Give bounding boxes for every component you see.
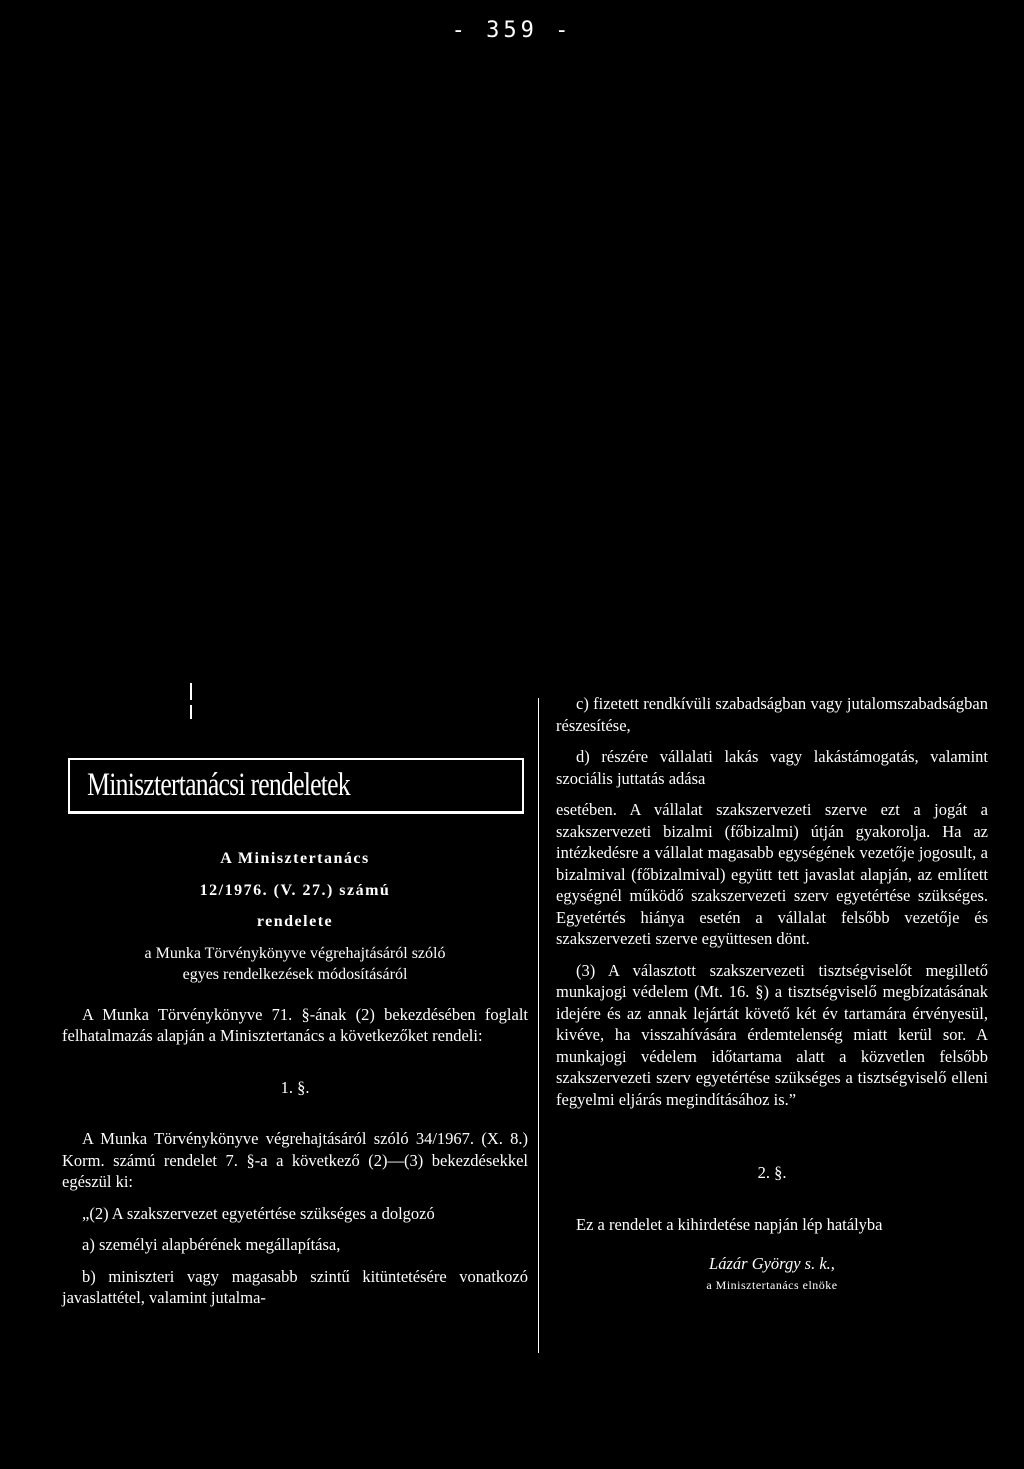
decree-subtitle-line2: egyes rendelkezések módosításáról	[182, 966, 408, 983]
signature-name: Lázár György s. k.,	[709, 1254, 835, 1273]
column-divider	[538, 698, 539, 1353]
section2-heading: 2. §.	[757, 1163, 787, 1182]
decree-type: rendelete	[256, 913, 334, 930]
preamble-paragraph: A Munka Törvénykönyve 71. §-ának (2) bekezdésében foglalt felhatalmazás alapján a Minisztertanács a következőket rendeli:	[62, 1004, 528, 1045]
quote-start: „(2) A szakszervezet egyetértése szükséges a dolgozó	[82, 1203, 435, 1223]
item-d: d) részére vállalati lakás vagy lakástámogatás, valamint szociális juttatás adása	[556, 747, 988, 788]
signature-title: a Minisztertanács elnöke	[706, 1277, 838, 1292]
right-column	[556, 693, 988, 1296]
item-a: a) személyi alapbérének megállapítása,	[82, 1235, 341, 1254]
left-column	[62, 848, 528, 1309]
section2-text: Ez a rendelet a kihirdetése napján lép hatályba	[576, 1214, 883, 1234]
decree-subtitle-line1: a Munka Törvénykönyve végrehajtásáról szóló	[144, 944, 446, 962]
page-number: - 359 -	[451, 18, 573, 43]
section1-intro: A Munka Törvénykönyve végrehajtásáról szóló 34/1967. (X. 8.) Korm. számú rendelet 7. §-a a következő (2)—(3) bekezdésekkel egészül ki:	[62, 1129, 528, 1191]
section-title: Minisztertanácsi rendeletek	[87, 767, 350, 803]
section-header-box	[68, 758, 524, 814]
section1-heading: 1. §.	[280, 1077, 310, 1097]
item-c: c) fizetett rendkívüli szabadságban vagy jutalomszabadságban részesítése,	[556, 694, 988, 735]
decree-issuer: A Minisztertanács	[220, 850, 370, 867]
item-b: b) miniszteri vagy magasabb szintű kitüntetésére vonatkozó javaslattétel, valamint jutalma-	[62, 1266, 528, 1307]
paragraph-3: (3) A választott szakszervezeti tisztségviselőt megillető munkajogi védelem (Mt. 16. §) a tisztségviselő megbízatásának idejére és az annak lejártát követő két év tartamára érvényesül, kivéve, ha visszahívására érdemtelenség miatt kerül sor. A munkajogi védelem időtartama alatt a közvetlen felsőbb szakszervezeti szerv egyetértése szükséges a tisztségviselő elleni fegyelmi eljárás megindításához is.”	[556, 960, 988, 1109]
margin-marks	[190, 683, 192, 743]
decree-number: 12/1976. (V. 27.) számú	[199, 881, 391, 899]
case-paragraph: esetében. A vállalat szakszervezeti szerve ezt a jogát a szakszervezeti bizalmi (főbizalmi) útján gyakorolja. Ha az intézkedésre a vállalat magasabb egységének vezetője jogosult, a bizalmival (főbizalmival) együtt tett javaslat alapján, az említett egységnél működő szakszervezeti szerv egyetértése szükséges. Egyetértés hiánya esetén a vállalat felsőbb vezetője és szakszervezeti szerve együttesen dönt.	[556, 800, 988, 948]
